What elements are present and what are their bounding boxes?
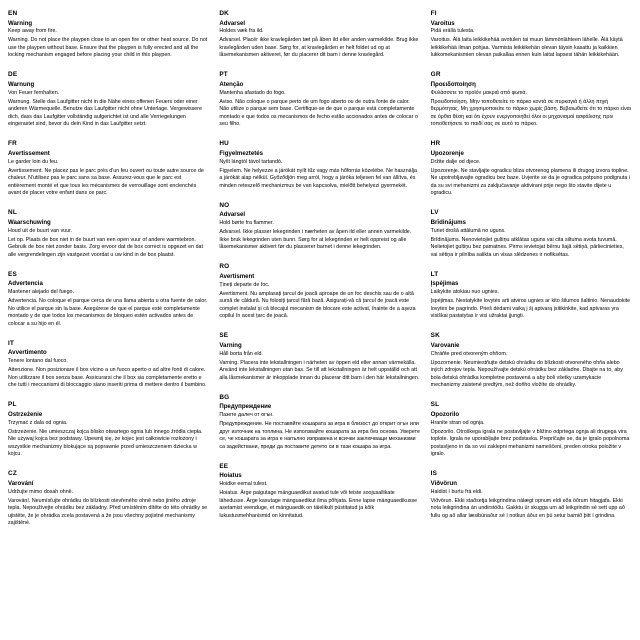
warning-line-1: Pidä erällä tulesta. <box>430 28 475 35</box>
warning-title: Brīdinājums <box>430 218 466 226</box>
warning-line-1: Chráňte pred otvoreným ohňom. <box>430 350 508 357</box>
warning-line-2: Предупреждение. Не поставяйте кошарата за игра в близост до открит огън или друг източник на топлина. Не използвайте кошарата за игра без основа. Уверете се, че кошарата за игра е напълно изправена и всички заключващи механизми са задействани, преди да поставите детето си в тази кошара за игра. <box>219 421 420 450</box>
warning-line-2: Varning. Placera inte lekstallningen i närheten av öppen eld eller annan värmekälla. Använd inte lekstallningen utan bas. Se till att lekstallningen är helt uppställd och att alla låsmekanismer är inkopplade innan du placerar ditt barn i den här lekstallningen. <box>219 359 420 381</box>
warning-line-1: Trzymać z dala od ognia. <box>8 419 68 426</box>
language-code: SL <box>430 401 440 409</box>
warning-entry-it <box>8 340 209 391</box>
warning-line-1: Håll borta från eld. <box>219 350 263 357</box>
warning-title: Avertissement <box>8 149 50 157</box>
warning-entry-dk <box>219 10 420 61</box>
warning-entry-is <box>431 470 632 521</box>
warning-title: Advarsel <box>219 19 246 27</box>
language-code: HR <box>430 140 441 148</box>
warning-line-2: Hoiatus. Ärge paigutage mänguaedikut avatud tule või teiste soojusallikate lähedusse. Ärge kasutage mänguaedikut ilma põhjata. Enne lapse mänguaedikusse asetamist veenduge, et mänguaedik on täielikult püstitatud ja kõik lukustusmehhanismid on kinnitatud. <box>219 490 418 519</box>
warning-line-2: Let op. Plaats de box niet in de buurt van een open vuur of andere warmtebron. Gebruik de box niet zonder basis. Zorg ervoor dat de box correct is opgezet en dat alle vergrendelingen zijn vastgezet voordat u uw kind in de box plaatst. <box>8 236 203 258</box>
language-code: NL <box>8 209 17 217</box>
warning-entry-ro <box>219 263 420 322</box>
warning-body <box>431 489 632 521</box>
column-3 <box>431 10 632 634</box>
warning-line-2: Opozorilo. Otroškega igrala ne postavljajte v bližino odprtega ognja ali drugega vira toplote. Igrala ne uporabljajte brez podstavka. Prepričajte se, da je igralo popolnoma postavljeno in da so vsi zaklepni mehanizmi nameščeni, preden otroka položite v igralo. <box>430 428 630 458</box>
warning-body <box>219 481 420 520</box>
warning-body <box>219 90 420 129</box>
language-code: RO <box>219 263 230 271</box>
warning-entry-pt <box>219 71 420 130</box>
warning-body <box>8 28 209 60</box>
warning-line-1: Laikykite atokiau nuo ugnies. <box>430 289 499 296</box>
warning-line-1: Φυλάσσετε το προϊόν μακριά από φωτιά. <box>430 89 527 96</box>
warning-body <box>431 159 632 198</box>
language-code: HU <box>219 140 229 148</box>
warning-body <box>8 159 209 198</box>
warning-title: Warning <box>8 19 33 27</box>
warning-entry-fi <box>431 10 632 61</box>
warning-title: Waarschuwing <box>8 218 51 226</box>
language-code: GR <box>430 71 441 79</box>
language-code: ES <box>8 270 17 278</box>
warning-line-1: Hranite stran od ognja. <box>430 419 485 426</box>
warning-body <box>8 90 209 129</box>
warning-line-1: Tenere lontano dal fuoco. <box>8 358 68 365</box>
warning-body <box>219 282 420 321</box>
warning-title: Hoiatus <box>219 472 242 480</box>
warning-line-1: Turiet drošā attālumā no uguns. <box>430 227 506 234</box>
columns-container <box>8 10 632 634</box>
warning-entry-fr <box>8 140 209 199</box>
warning-entry-no <box>219 202 420 253</box>
warning-entry-es <box>8 271 209 330</box>
warning-title: Предупреждение <box>219 403 272 411</box>
warning-body <box>219 220 420 252</box>
warning-body <box>219 159 420 191</box>
warning-entry-se <box>219 332 420 383</box>
warning-title: Upozorenje <box>430 149 464 157</box>
warning-title: Atenção <box>219 80 244 88</box>
warning-line-2: Avertissement. Ne placez pas le parc près d'un feu ouvert ou toute autre source de chaleur. N'utilisez pas le parc sans sa base. Assurez-vous que le parc est entièrement monté et que tous les mécanismes de verrouillage sont enclenchés avant de placer votre enfant dans ce parc. <box>8 167 204 197</box>
warning-line-2: Varování. Neumísťujte ohrádku do blízkosti otevřeného ohně nebo jiného zdroje tepla. Nepoužívejte ohrádku bez základny. Před umístěním dítěte do této ohrádky se ujistěte, že je ohrádka zcela postavená a že jsou všechny pojistné mechanismy zajištěné. <box>8 497 208 527</box>
warning-line-2: Avertisment. Nu amplasați țarcul de joacă aproape de un foc deschis sau de o altă sursă de căldură. Nu folosiți țarcul fără bază. Asigurați-vă că țarcul de joacă este complet instalat și că blocajul mecanism de blocare este activat, înainte de a așeza copilul în acest țarc de joacă. <box>219 290 416 320</box>
warning-line-2: Warnung. Stelle das Laufgitter nicht in die Nähe eines offenen Feuers oder einer anderen Wärmequelle. Benutze das Laufgitter nicht ohne Unterlage. Vergewissere dich, dass das Laufgitter vollständig aufgerichtet ist und alle Verriegelungen eingerastet sind, bevor du dein Kind in das Laufgitter setzt. <box>8 98 202 128</box>
warning-title: Varování <box>8 479 34 487</box>
warning-body <box>219 28 420 60</box>
warning-line-1: Keep away from fire. <box>8 28 57 35</box>
language-code: IS <box>430 470 438 478</box>
warning-entry-sk <box>431 332 632 391</box>
warning-line-1: Hoidke eemal tulest. <box>219 481 268 488</box>
warning-title: Προειδοποίηση <box>430 80 476 88</box>
warning-line-1: Nyílt lángtól távol tartandó. <box>219 158 283 165</box>
warning-entry-en <box>8 10 209 61</box>
warning-title: Įspėjimas <box>430 280 459 288</box>
language-code: EE <box>219 462 229 470</box>
warning-title: Warnung <box>8 80 35 88</box>
language-code: CZ <box>8 470 17 478</box>
warning-line-1: Haldist í burtu frá eldi. <box>430 488 483 495</box>
warning-title: Ostrzeżenie <box>8 410 43 418</box>
warning-title: Varovanie <box>430 341 460 349</box>
warning-entry-pl <box>8 401 209 460</box>
warning-line-1: Houd uit de buurt van vuur. <box>8 227 73 234</box>
warning-entry-hr <box>431 140 632 199</box>
warning-body <box>431 420 632 459</box>
warning-line-1: Hold børte fra flammer. <box>219 220 274 227</box>
warning-line-1: Udržujte mimo dosah ohně. <box>8 488 74 495</box>
warning-title: Varoitus <box>430 19 455 27</box>
language-code: FR <box>8 140 17 148</box>
language-code: BG <box>219 393 230 401</box>
warning-entry-sl <box>431 401 632 460</box>
warning-body <box>8 358 209 390</box>
warning-body <box>219 351 420 383</box>
warning-line-2: Įspėjimas. Nestatykite lovytės arti atviros ugnies ar kito šilumos šaltinio. Nenaudokite lovytės be pagrindo. Prieš dėdami vaiką į šį aptvarą įsitikinkite, kad aptvaras yra visiškai pastatytas ir visi užraktai įjungti. <box>430 298 631 320</box>
warning-entry-ee <box>219 463 420 522</box>
warning-entry-de <box>8 71 209 130</box>
language-code: LV <box>430 209 439 217</box>
warning-entry-lt <box>431 271 632 322</box>
warning-entry-hu <box>219 140 420 191</box>
warning-body <box>431 228 632 260</box>
warning-title: Varning <box>219 341 242 349</box>
warning-body <box>8 420 209 459</box>
warning-line-1: Пазете далеч от огън. <box>219 412 274 419</box>
warning-line-1: Țineți departe de foc. <box>219 281 270 288</box>
language-code: DE <box>8 71 18 79</box>
warning-line-2: Attenzione. Non posizionare il box vicino a un fuoco aperto o ad altre fonti di calore. Non utilizzare il box senza base. Assicurarsi che il box sia completamente eretto e che tutti i meccanismi di bloccaggio siano inseriti prima di mettere dentro il bambino. <box>8 367 207 389</box>
warning-title: Figyelmeztetés <box>219 149 264 157</box>
language-code: NO <box>219 201 230 209</box>
language-code: EN <box>8 10 18 17</box>
warning-line-1: Držite dalje od djece. <box>430 158 481 165</box>
language-code: LT <box>430 270 439 278</box>
warning-entry-bg <box>219 394 420 453</box>
warning-line-2: Brīdinājums. Nenovietojiet gultiņu atklātas uguns vai cita siltuma avota tuvumā. Nelietojiet gultiņu bez pamatnes. Pirms ievietojat bērnu šajā sētiņā, pārliecinieties, vai sētiņa ir pilnība salikta un visas slēdzenes ir nofiksētas. <box>430 236 624 258</box>
warning-body <box>431 90 632 129</box>
warning-entry-nl <box>8 209 209 260</box>
warning-entry-cz <box>8 470 209 529</box>
warning-line-2: Viðvörun. Ekki staðsetja leikgrindina nálægt opnum eldi eða öðrum hitagjafa. Ekki nota leikgrindina án undirstöðu. Gakktu úr skugga um að leikgrindin sé sett upp að fullu og að allar læsibúnaður sé í notkun áður en þú setur barnið þitt í grindina. <box>430 497 625 519</box>
warning-body <box>431 28 632 60</box>
warning-body <box>8 289 209 328</box>
column-1 <box>8 10 209 634</box>
warning-line-2: Warning. Do not place the playpen close to an open fire or other heat source. Do not use the playpen without base. Ensure that the playpen is fully erected and all the locking mechanism engaged before placing your child in this playpen. <box>8 37 208 59</box>
language-code: PL <box>8 401 17 409</box>
language-code: SE <box>219 332 229 340</box>
language-code: SK <box>430 332 440 340</box>
warning-body <box>431 351 632 390</box>
warning-title: Avvertimento <box>8 349 47 357</box>
column-2 <box>219 10 420 634</box>
warning-line-1: Holdes væk fra ild. <box>219 28 264 35</box>
warning-line-1: Von Feuer fernhalten. <box>8 89 60 96</box>
warning-body <box>219 412 420 451</box>
warning-title: Avertisment <box>219 272 255 280</box>
warning-title: Viðvörun <box>430 479 457 487</box>
language-code: PT <box>219 71 228 79</box>
warning-line-2: Ostrzeżenie. Nie umieszczaj kojca blisko otwartego ognia lub innego źródła ciepła. Nie używaj kojca bez podstawy. Upewnij się, że kojec jest całkowicie rozłożony i wszystkie mechanizmy blokujące są poprawnie przed umieszczeniem dziecka w kojcu. <box>8 428 203 458</box>
warning-line-1: Le garder loin du feu. <box>8 158 59 165</box>
warning-line-2: Varoitus. Älä laita leikkikehää avotulen tai muun lämmönlähteen lähelle. Älä käytä leikkikehää ilman pohjaa. Varmista leikkikehän olevan täysin kasattu ja kaikkien lukkomekanismien olevan paikallaa ennen kuin laitat lapsesi tähän leikkikehään. <box>430 37 623 59</box>
warning-body <box>8 489 209 528</box>
warning-title: Advertencia <box>8 280 43 288</box>
warning-line-2: Figyelem. Ne helyezze a járókát nyílt tűz vagy más hőforrás közelébe. Ne használja a járókát alap nélkül. Győződjön meg arról, hogy a járóka teljesen fel van állítva, és minden reteszelő mechanizmus be van kapcsolva, mielőtt behelyezi gyermekét. <box>219 167 417 189</box>
warning-entry-lv <box>431 209 632 260</box>
warning-title: Advarsel <box>219 211 246 219</box>
warning-entry-gr <box>431 71 632 130</box>
warning-line-2: Προειδοποίηση. Μην τοποθετείτε το πάρκο κοντά σε πυρκαγιά ή άλλη πηγή θερμότητας. Μη χρησιμοποιείτε το πάρκο χωρίς βάση. Βεβαιωθείτε ότι το πάρκο είναι σε όρθια θέση και ότι έχουν ενεργοποιηθεί όλοι οι μηχανισμοί ασφάλισης πριν τοποθετήσετε το παιδί σας σε αυτό το πάρκο. <box>430 98 631 128</box>
warning-line-2: Aviso. Não coloque o parque perto de um fogo aberto ou de outra fonte de calor. Não utilize o parque sem base. Certifique-se de que o parque está completamente montado e que todos os mecanismos de fecho estão accionados antes de colocar o seu filho. <box>219 98 418 128</box>
warning-line-2: Upozorenje. Ne stavljajte ogradicu bliza otvorenog plamena ili drugog izvora topline. Ne upotrebljavajte ogradicu bez baze. Uvjerite se da je ogradica potpuno podignuta i da su svi mehanizmi za zaključavanje aktivirani prije nego što stavite dijete u ogradicu. <box>430 167 631 197</box>
warning-title: Opozorilo <box>430 410 460 418</box>
warning-line-2: Advertencia. No coloque el parque cerca de una llama abierta u otra fuente de calor. No utilice el parque sin la base. Asegúrese de que el parque esté completamente montado y de que todos los mecanismos de bloqueo estén activados antes de colocar a su hijo en él. <box>8 298 208 327</box>
warning-line-2: Advarsel. Ikke plasser lekegrinden i nærheten av åpen ild eller annen varmekilde. Ikke bruk lekegrinden uten bunn. Sørg for at lekegrinden er helt oppreist og alle låsemekanismer aktivert før du plasserer barnet i denne lekegrinden. <box>219 229 412 251</box>
language-code: FI <box>430 10 437 17</box>
warning-body <box>8 228 209 260</box>
warning-line-2: Advarsel. Placér ikke kravlegården tæt på åben ild eller anden varmekilde. Brug ikke kravlegården uden base. Sørg for, at kravlegården er helt foldet ud og at låsemekanismen aktiveret, før du placerer dit barn i denne kravlegård. <box>219 37 419 59</box>
language-code: DK <box>219 10 229 17</box>
warning-line-1: Mantenha afastado do fogo. <box>219 89 286 96</box>
warning-line-2: Upozornenie. Neumiestňujte detskú ohrádku do blízkosti otvoreného ohňa alebo iných zdrojov tepla. Nepoužívajte detskú ohrádku bez základne. Dbajte na to, aby bola detská ohrádka kompletne postavená a aby boli všetky uzamykacie mechanizmy zaistené predtým, než doňho vložíte do ohrádky. <box>430 359 623 389</box>
language-code: IT <box>8 339 15 347</box>
warning-line-1: Mantener alejado del fuego. <box>8 289 74 296</box>
warning-body <box>431 289 632 321</box>
